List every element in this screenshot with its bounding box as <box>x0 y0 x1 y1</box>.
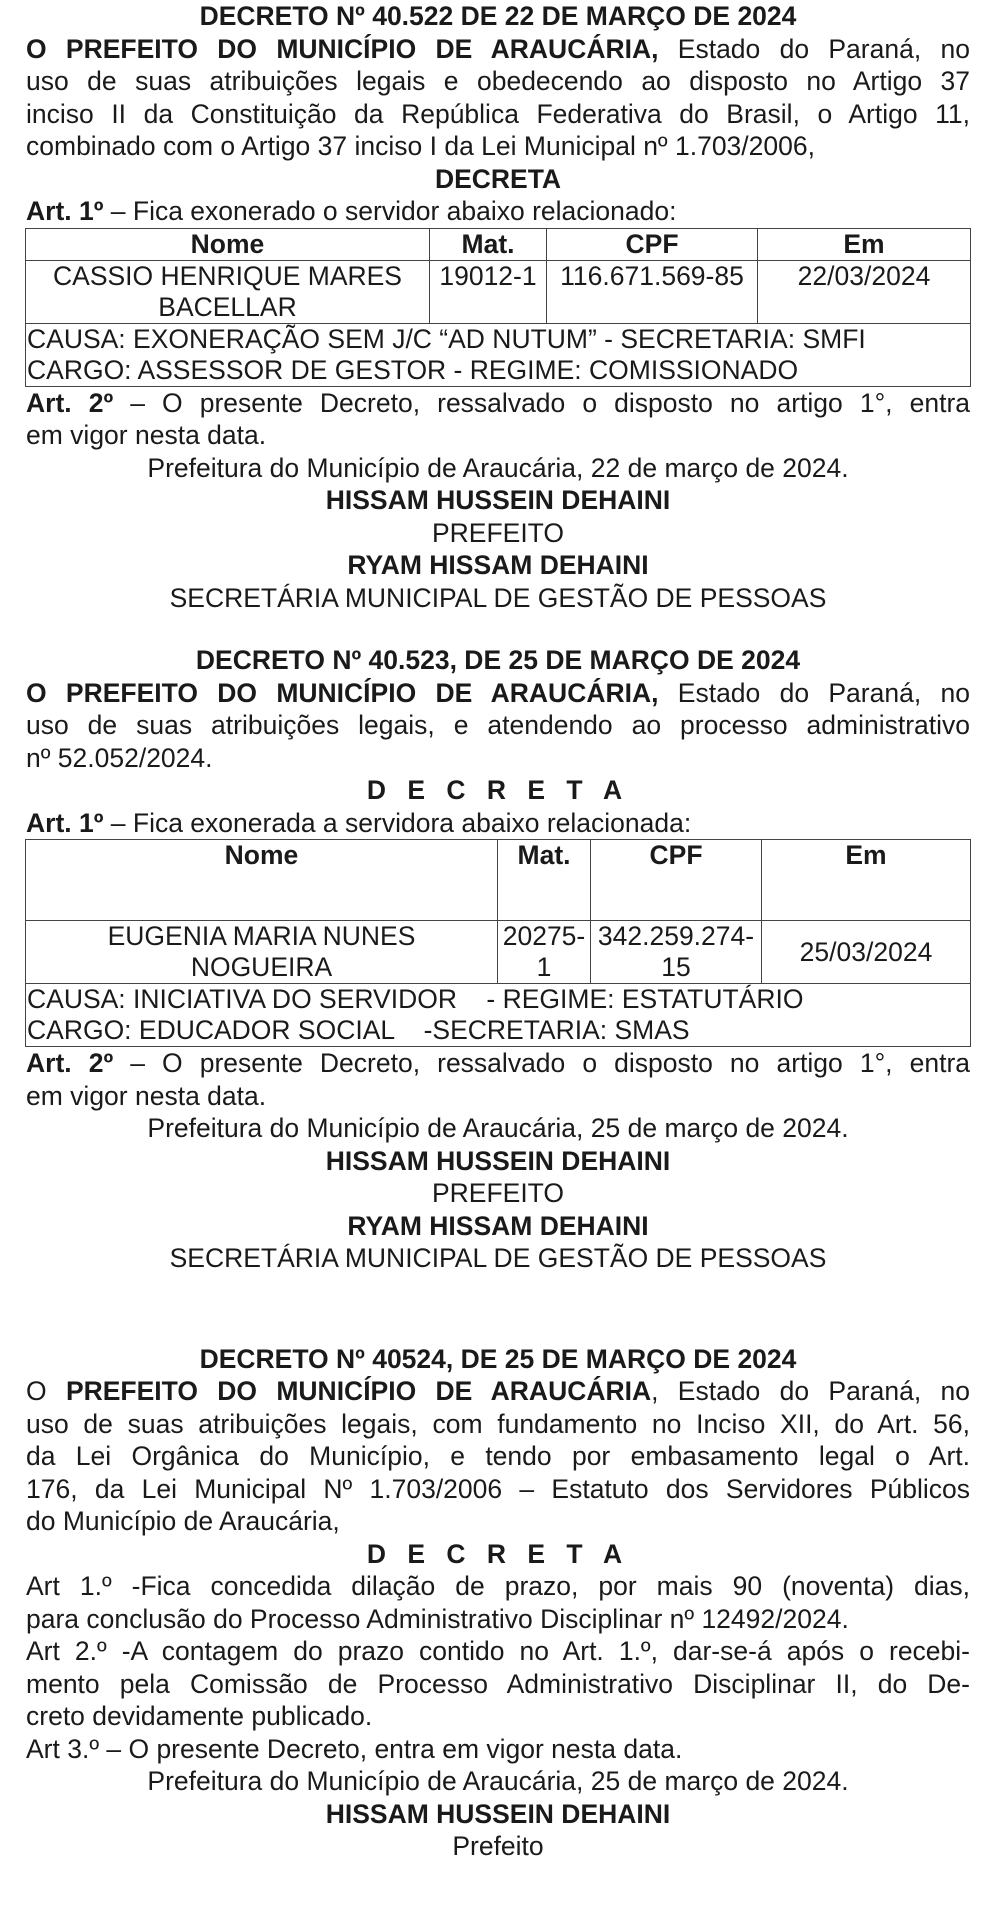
decreta-heading: D E C R E T A <box>366 1538 630 1569</box>
decree-title: DECRETO Nº 40.523, DE 25 DE MARÇO DE 2024 <box>195 645 801 675</box>
table-row <box>26 984 971 1047</box>
table-row <box>26 323 971 386</box>
paragraph-line: mento pela Comissão de Processo Administrativo Disciplinar II, do De- <box>26 1668 970 1699</box>
decree-40522 <box>26 0 970 614</box>
signatory-name: HISSAM HUSSEIN DEHAINI <box>325 1798 671 1829</box>
cell-em: 22/03/2024 <box>758 260 971 323</box>
signatory-role: SECRETÁRIA MUNICIPAL DE GESTÃO DE PESSOAS <box>169 1243 827 1273</box>
decreta-heading: DECRETA <box>434 163 562 194</box>
signatory-role: PREFEITO <box>431 517 565 548</box>
cell-nome: EUGENIA MARIA NUNES NOGUEIRA <box>26 921 498 984</box>
article-1: Art. 1º – Fica exonerada a servidora abaixo relacionada: <box>26 807 692 838</box>
decreta-heading: D E C R E T A <box>366 775 630 805</box>
paragraph-line: O PREFEITO DO MUNICÍPIO DE ARAUCÁRIA, Estado do Paraná, no <box>26 1376 970 1406</box>
decree-title: DECRETO Nº 40524, DE 25 DE MARÇO DE 2024 <box>199 1343 797 1374</box>
document-page <box>26 0 970 1863</box>
signatory-role: SECRETÁRIA MUNICIPAL DE GESTÃO DE PESSOAS <box>169 582 827 613</box>
paragraph-line: O PREFEITO DO MUNICÍPIO DE ARAUCÁRIA, Estado do Paraná, no <box>26 33 970 64</box>
table-row <box>26 921 971 984</box>
cell-cpf: 342.259.274-15 <box>591 921 762 984</box>
paragraph-line: creto devidamente publicado. <box>26 1701 373 1731</box>
table-row <box>26 260 971 323</box>
column-header-cpf: CPF <box>547 228 758 260</box>
paragraph-line: O PREFEITO DO MUNICÍPIO DE ARAUCÁRIA, Estado do Paraná, no <box>26 677 970 708</box>
place-date: Prefeitura do Município de Araucária, 25 de março de 2024. <box>147 1113 849 1143</box>
table-header-row <box>26 228 971 260</box>
paragraph-line: nº 52.052/2024. <box>26 742 213 773</box>
column-header-cpf: CPF <box>591 840 762 921</box>
article-1: Art. 1º – Fica exonerado o servidor abaixo relacionado: <box>26 196 677 226</box>
column-header-mat: Mat. <box>498 840 591 921</box>
paragraph-line: da Lei Orgânica do Município, e tendo por embasamento legal o Art. <box>26 1441 970 1471</box>
cell-causa-cargo: CAUSA: INICIATIVA DO SERVIDOR - REGIME: ESTATUTÁRIO CARGO: EDUCADOR SOCIAL -SECRETARIA: SMAS <box>26 984 971 1047</box>
article-2: Art 2.º -A contagem do prazo contido no Art. 1.º, dar-se-á após o recebi- <box>26 1636 970 1666</box>
paragraph-line: uso de suas atribuições legais, e atendendo ao processo administrativo <box>26 710 970 740</box>
column-header-mat: Mat. <box>430 228 547 260</box>
cell-em: 25/03/2024 <box>762 921 971 984</box>
paragraph-line: inciso II da Constituição da República Federativa do Brasil, o Artigo 11, <box>26 98 970 129</box>
decree-40523 <box>26 644 970 1275</box>
article-3: Art 3.º – O presente Decreto, entra em vigor nesta data. <box>26 1733 683 1764</box>
place-date: Prefeitura do Município de Araucária, 22 de março de 2024. <box>147 452 849 483</box>
column-header-nome: Nome <box>26 228 430 260</box>
column-header-nome: Nome <box>26 840 498 921</box>
paragraph-line: uso de suas atribuições legais, com fundamento no Inciso XII, do Art. 56, <box>26 1408 970 1439</box>
cell-causa-cargo: CAUSA: EXONERAÇÃO SEM J/C “AD NUTUM” - SECRETARIA: SMFI CARGO: ASSESSOR DE GESTOR - REGIME: COMISSIONADO <box>26 323 971 386</box>
signatory-name: HISSAM HUSSEIN DEHAINI <box>325 485 671 515</box>
servant-table <box>25 839 971 1047</box>
paragraph-line: 176, da Lei Municipal Nº 1.703/2006 – Estatuto dos Servidores Públicos <box>26 1473 970 1504</box>
cell-mat: 20275-1 <box>498 921 591 984</box>
paragraph-line: em vigor nesta data. <box>26 1080 267 1111</box>
signatory-name: HISSAM HUSSEIN DEHAINI <box>325 1145 671 1176</box>
signatory-role: PREFEITO <box>431 1178 565 1208</box>
signatory-role: Prefeito <box>452 1831 544 1861</box>
place-date: Prefeitura do Município de Araucária, 25 de março de 2024. <box>147 1766 849 1796</box>
paragraph-line: uso de suas atribuições legais e obedecendo ao disposto no Artigo 37 <box>26 66 970 96</box>
article-1: Art 1.º -Fica concedida dilação de prazo, por mais 90 (noventa) dias, <box>26 1571 970 1601</box>
article-2: Art. 2º – O presente Decreto, ressalvado o disposto no artigo 1°, entra <box>26 1048 971 1078</box>
article-2: Art. 2º – O presente Decreto, ressalvado o disposto no artigo 1°, entra <box>26 387 971 418</box>
cell-mat: 19012-1 <box>430 260 547 323</box>
column-header-em: Em <box>758 228 971 260</box>
decree-40524 <box>26 1343 970 1863</box>
column-header-em: Em <box>762 840 971 921</box>
signatory-name: RYAM HISSAM DEHAINI <box>347 550 649 580</box>
cell-cpf: 116.671.569-85 <box>547 260 758 323</box>
cell-nome: CASSIO HENRIQUE MARES BACELLAR <box>26 260 430 323</box>
paragraph-line: para conclusão do Processo Administrativo Disciplinar nº 12492/2024. <box>26 1603 849 1634</box>
table-header-row <box>26 840 971 921</box>
signatory-name: RYAM HISSAM DEHAINI <box>347 1210 649 1241</box>
paragraph-line: em vigor nesta data. <box>26 420 267 450</box>
paragraph-line: combinado com o Artigo 37 inciso I da Lei Municipal nº 1.703/2006, <box>26 131 815 161</box>
servant-table <box>25 228 971 387</box>
paragraph-line: do Município de Araucária, <box>26 1506 340 1536</box>
decree-title: DECRETO Nº 40.522 DE 22 DE MARÇO DE 2024 <box>199 1 797 31</box>
